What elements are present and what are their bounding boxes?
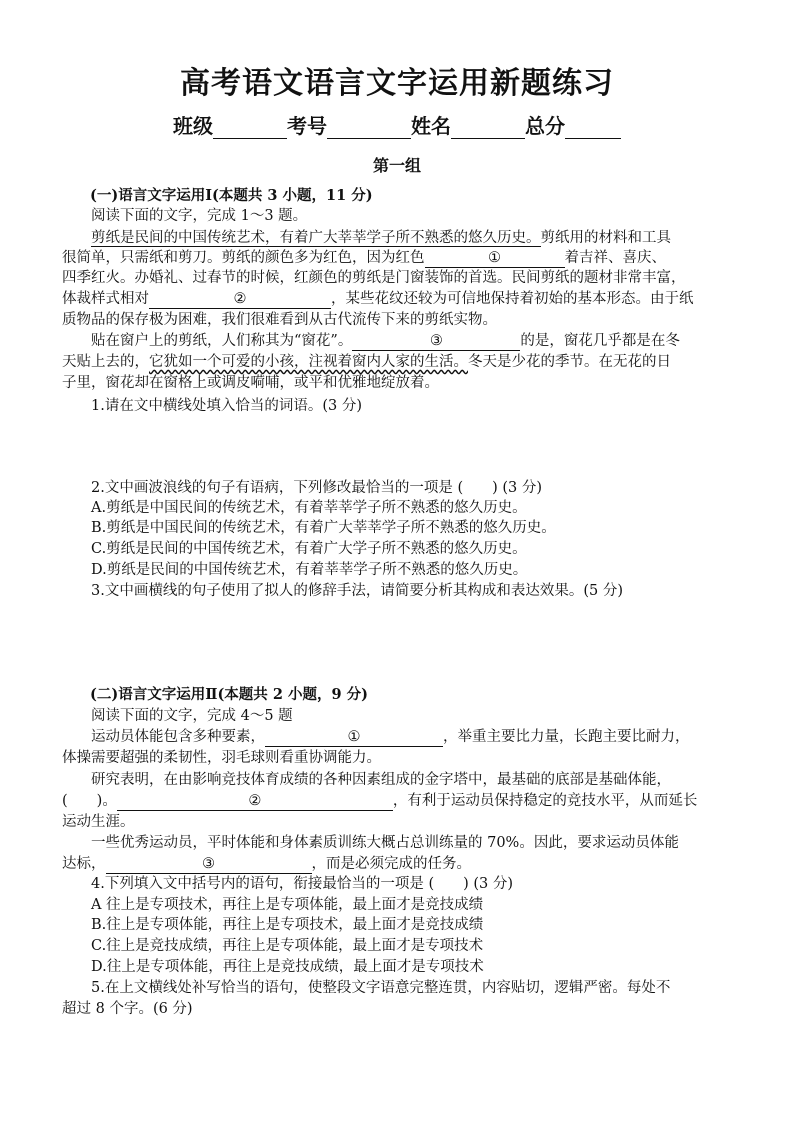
- wavy-sentence: 它犹如一个可爱的小孩，注视着窗内人家的生活。: [149, 354, 468, 370]
- question-2: 2.文中画波浪线的句子有语病，下列修改最恰当的一项是 ( ) (3 分): [91, 480, 543, 496]
- class-field[interactable]: [213, 118, 287, 139]
- section2-instruction: 阅读下面的文字，完成 4～5 题: [91, 708, 293, 724]
- blank-3[interactable]: ③: [352, 332, 520, 351]
- question-4: 4.下列填入文中括号内的语句，衔接最恰当的一项是 ( ) (3 分): [91, 876, 514, 892]
- s1-para1-line4: 体裁样式相对 ② ，某些花纹还较为可信地保持着初始的基本形态。由于纸: [62, 291, 694, 307]
- s1-para1-line5: 质物品的保存极为困难，我们很难看到从古代流传下来的剪纸实物。: [62, 312, 497, 328]
- s2-para1-line1: 运动员体能包含多种要素， ① ，举重主要比力量，长跑主要比耐力，: [91, 729, 690, 745]
- q2-option-c[interactable]: C.剪纸是民间的中国传统艺术，有着广大学子所不熟悉的悠久历史。: [91, 541, 527, 557]
- s1-para1-line1: 剪纸是民间的中国传统艺术，有着广大莘莘学子所不熟悉的悠久历史。剪纸用的材料和工具: [91, 230, 671, 246]
- s1-para2-line1: 贴在窗户上的剪纸，人们称其为“窗花”。 ③ 的是，窗花几乎都是在冬: [91, 333, 680, 349]
- q4-option-a[interactable]: A 往上是专项技术，再往上是专项体能，最上面才是竞技成绩: [91, 897, 484, 913]
- section1-instruction: 阅读下面的文字，完成 1～3 题。: [91, 208, 308, 224]
- question-5-line2: 超过 8 个字。(6 分): [62, 1001, 193, 1017]
- q2-option-b[interactable]: B.剪纸是中国民间的传统艺术，有着广大莘莘学子所不熟悉的悠久历史。: [91, 520, 556, 536]
- s2-blank-2[interactable]: ②: [117, 792, 393, 811]
- group-title: 第一组: [372, 156, 421, 175]
- question-1: 1.请在文中横线处填入恰当的词语。(3 分): [91, 398, 362, 414]
- s1-para1-line3: 四季红火。办婚礼、过春节的时候，红颜色的剪纸是门窗装饰的首选。民间剪纸的题材非常丰富，: [62, 270, 686, 286]
- q2-option-a[interactable]: A.剪纸是中国民间的传统艺术，有着莘莘学子所不熟悉的悠久历史。: [91, 500, 527, 516]
- q2-option-d[interactable]: D.剪纸是民间的中国传统艺术，有着莘莘学子所不熟悉的悠久历史。: [91, 562, 528, 578]
- s2-para3-line1: 一些优秀运动员，平时体能和身体素质训练大概占总训练量的 70%。因此，要求运动员体能: [91, 835, 679, 851]
- class-label: 班级: [173, 114, 213, 138]
- s2-para2-line3: 运动生涯。: [62, 814, 135, 830]
- exam-no-field[interactable]: [327, 118, 411, 139]
- name-field[interactable]: [451, 118, 525, 139]
- q4-option-c[interactable]: C.往上是竞技成绩，再往上是专项体能，最上面才是专项技术: [91, 938, 484, 954]
- exam-no-label: 考号: [287, 114, 327, 138]
- section2-heading: (二)语言文字运用Ⅱ(本题共 2 小题，9 分): [90, 686, 368, 703]
- s2-para3-line2: 达标， ③ ，而是必须完成的任务。: [62, 856, 471, 872]
- s2-para1-line2: 体操需要超强的柔韧性，羽毛球则看重协调能力。: [62, 750, 381, 766]
- score-field[interactable]: [565, 118, 621, 139]
- s2-para2-line2: ( )。 ② ，有利于运动员保持稳定的竞技水平，从而延长: [62, 793, 698, 809]
- question-5-line1: 5.在上文横线处补写恰当的语句，使整段文字语意完整连贯，内容贴切，逻辑严密。每处不: [91, 980, 671, 996]
- page-title: 高考语文语言文字运用新题练习: [180, 66, 614, 101]
- blank-2[interactable]: ②: [149, 290, 331, 309]
- q4-option-d[interactable]: D.往上是专项体能，再往上是竞技成绩，最上面才是专项技术: [91, 959, 484, 975]
- s2-para2-line1: 研究表明，在由影响竞技体育成绩的各种因素组成的金字塔中，最基础的底部是基础体能，: [91, 772, 671, 788]
- s1-para1-line2: 很简单，只需纸和剪刀。剪纸的颜色多为红色，因为红色 ① 着吉祥、喜庆、: [62, 250, 666, 266]
- underlined-sentence: 剪纸是民间的中国传统艺术，有着广大莘莘学子所不熟悉的悠久历史。: [91, 230, 541, 246]
- name-label: 姓名: [411, 114, 451, 138]
- section1-heading: (一)语言文字运用Ⅰ(本题共 3 小题，11 分): [90, 187, 373, 204]
- score-label: 总分: [525, 114, 565, 138]
- s2-blank-1[interactable]: ①: [265, 728, 443, 747]
- s1-para2-line3: 子里，窗花却在窗格上或调皮嗬哺，或平和优雅地绽放着。: [62, 375, 439, 391]
- q4-option-b[interactable]: B.往上是专项体能，再往上是专项技术，最上面才是竞技成绩: [91, 917, 484, 933]
- s2-blank-3[interactable]: ③: [106, 855, 312, 874]
- blank-1[interactable]: ①: [425, 249, 565, 268]
- s1-para2-line2: 天贴上去的，它犹如一个可爱的小孩，注视着窗内人家的生活。冬天是少花的季节。在无花的日: [62, 354, 671, 370]
- header-fields: [0, 110, 794, 139]
- question-3: 3.文中画横线的句子使用了拟人的修辞手法，请简要分析其构成和表达效果。(5 分): [91, 583, 623, 599]
